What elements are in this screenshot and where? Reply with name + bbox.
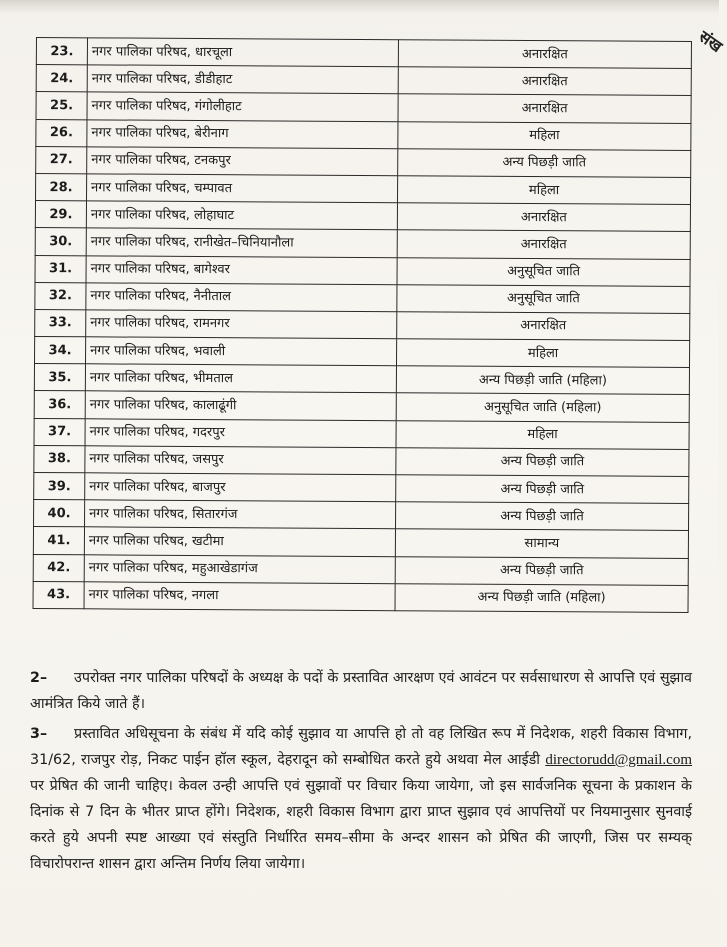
municipality-name: नगर पालिका परिषद, खटीमा bbox=[84, 527, 395, 556]
table-row bbox=[36, 65, 691, 96]
municipality-name: नगर पालिका परिषद, चम्पावत bbox=[86, 174, 397, 203]
municipality-name: नगर पालिका परिषद, महुआखेडागंज bbox=[84, 554, 395, 583]
table-row bbox=[35, 228, 690, 259]
paragraph-2-number: 2– bbox=[30, 670, 48, 686]
table-row bbox=[34, 500, 689, 531]
table-row bbox=[35, 255, 690, 286]
municipality-name: नगर पालिका परिषद, टनकपुर bbox=[87, 147, 398, 176]
row-number: 37. bbox=[34, 418, 85, 445]
row-number: 41. bbox=[33, 527, 84, 554]
table-row bbox=[33, 554, 688, 585]
reservation-category: अन्य पिछड़ी जाति bbox=[398, 148, 691, 177]
reservation-category: अनुसूचित जाति (महिला) bbox=[396, 393, 689, 422]
municipality-name: नगर पालिका परिषद, भीमताल bbox=[85, 364, 396, 393]
reservation-category: अनारक्षित bbox=[397, 203, 690, 232]
paragraph-3-number: 3– bbox=[30, 726, 48, 742]
row-number: 24. bbox=[36, 65, 87, 92]
table-row bbox=[35, 337, 690, 368]
reservation-category: अन्य पिछड़ी जाति (महिला) bbox=[395, 583, 688, 612]
municipality-name: नगर पालिका परिषद, रामनगर bbox=[86, 310, 397, 339]
municipality-name: नगर पालिका परिषद, भवाली bbox=[86, 337, 397, 366]
row-number: 40. bbox=[34, 500, 85, 527]
row-number: 33. bbox=[35, 309, 86, 336]
row-number: 29. bbox=[35, 201, 86, 228]
row-number: 31. bbox=[35, 255, 86, 282]
municipality-name: नगर पालिका परिषद, बेरीनाग bbox=[87, 119, 398, 148]
table-row bbox=[36, 38, 691, 69]
reservation-category: सामान्य bbox=[395, 529, 688, 558]
row-number: 28. bbox=[36, 173, 87, 200]
municipality-name: नगर पालिका परिषद, बागेश्वर bbox=[86, 255, 397, 284]
row-number: 23. bbox=[36, 38, 87, 65]
table-row bbox=[34, 364, 689, 395]
municipality-name: नगर पालिका परिषद, बाजपुर bbox=[85, 473, 396, 502]
table-row bbox=[34, 472, 689, 503]
reservation-category: महिला bbox=[398, 121, 691, 150]
municipality-name: नगर पालिका परिषद, कालाढूंगी bbox=[85, 391, 396, 420]
page-top-edge bbox=[0, 0, 719, 14]
paragraph-3-text-after: पर प्रेषित की जानी चाहिए। केवल उन्ही आपत्ति एवं सुझावों पर विचार किया जायेगा, जो इस सार्वजनिक सूचना के प्रकाशन के दिनांक से 7 दिन के भीतर प्राप्त होंगे। निदेशक, शहरी विकास विभाग द्वारा प्राप्त सुझाव एवं आपत्तियों पर नियमानुसार सुनवाई करते हुये अपनी स्पष्ट आख्या एवं संस्तुति निर्धारित समय–सीमा के अन्दर शासन को प्रेषित की जाएगी, जिस पर सम्यक् विचारोपरान्त शासन द्वारा अन्तिम निर्णय लिया जायेगा। bbox=[30, 778, 692, 872]
table-row bbox=[34, 391, 689, 422]
notice-paragraphs bbox=[30, 665, 692, 881]
table-row bbox=[35, 201, 690, 232]
paragraph-3 bbox=[30, 721, 692, 877]
row-number: 30. bbox=[35, 228, 86, 255]
municipality-name: नगर पालिका परिषद, गदरपुर bbox=[85, 418, 396, 447]
row-number: 25. bbox=[36, 92, 87, 119]
municipality-name: नगर पालिका परिषद, गंगोलीहाट bbox=[87, 92, 398, 121]
table-row bbox=[35, 309, 690, 340]
municipality-name: नगर पालिका परिषद, डीडीहाट bbox=[87, 65, 398, 94]
municipality-name: नगर पालिका परिषद, सितारगंज bbox=[85, 500, 396, 529]
table-row bbox=[33, 527, 688, 558]
municipality-name: नगर पालिका परिषद, जसपुर bbox=[85, 446, 396, 475]
table-row bbox=[34, 445, 689, 476]
reservation-category: अनुसूचित जाति bbox=[397, 284, 690, 313]
municipality-name: नगर पालिका परिषद, नगला bbox=[84, 582, 395, 611]
reservation-category: अनारक्षित bbox=[398, 67, 691, 96]
reservation-category: महिला bbox=[396, 339, 689, 368]
table-row bbox=[36, 173, 691, 204]
reservation-category: अन्य पिछड़ी जाति bbox=[396, 448, 689, 477]
row-number: 27. bbox=[36, 146, 87, 173]
email-link[interactable]: directorudd@gmail.com bbox=[545, 752, 693, 768]
reservation-category: अन्य पिछड़ी जाति bbox=[396, 502, 689, 531]
reservation-category: अन्य पिछड़ी जाति (महिला) bbox=[396, 366, 689, 395]
reservation-table-body bbox=[33, 38, 691, 613]
row-number: 36. bbox=[34, 391, 85, 418]
table-row bbox=[36, 92, 691, 123]
reservation-category: अनुसूचित जाति bbox=[397, 257, 690, 286]
municipality-name: नगर पालिका परिषद, धारचूला bbox=[87, 38, 398, 67]
row-number: 35. bbox=[34, 364, 85, 391]
municipality-name: नगर पालिका परिषद, नैनीताल bbox=[86, 282, 397, 311]
reservation-category: अन्य पिछड़ी जाति bbox=[396, 475, 689, 504]
reservation-category: महिला bbox=[397, 176, 690, 205]
row-number: 42. bbox=[33, 554, 84, 581]
table-row bbox=[36, 146, 691, 177]
table-row bbox=[33, 581, 688, 612]
reservation-category: महिला bbox=[396, 420, 689, 449]
row-number: 32. bbox=[35, 282, 86, 309]
table-row bbox=[35, 282, 690, 313]
reservation-category: अन्य पिछड़ी जाति bbox=[395, 556, 688, 585]
paragraph-2 bbox=[30, 665, 692, 717]
row-number: 34. bbox=[35, 337, 86, 364]
table-row bbox=[34, 418, 689, 449]
reservation-table bbox=[33, 37, 692, 613]
table-row bbox=[36, 119, 691, 150]
row-number: 26. bbox=[36, 119, 87, 146]
reservation-category: अनारक्षित bbox=[397, 312, 690, 341]
paragraph-2-text: उपरोक्त नगर पालिका परिषदों के अध्यक्ष के पदों के प्रस्तावित आरक्षण एवं आवंटन पर सर्वसाधारण से आपत्ति एवं सुझाव आमंत्रित किये जाते हैं। bbox=[30, 670, 692, 712]
reservation-category: अनारक्षित bbox=[398, 94, 691, 123]
municipality-name: नगर पालिका परिषद, रानीखेत–चिनियानौला bbox=[86, 228, 397, 257]
row-number: 38. bbox=[34, 445, 85, 472]
reservation-category: अनारक्षित bbox=[397, 230, 690, 259]
row-number: 39. bbox=[34, 472, 85, 499]
reservation-category: अनारक्षित bbox=[398, 40, 691, 69]
municipality-name: नगर पालिका परिषद, लोहाघाट bbox=[86, 201, 397, 230]
corner-mark: संख bbox=[695, 26, 727, 57]
paragraph-3-text-before: प्रस्तावित अधिसूचना के संबंध में यदि कोई सुझाव या आपत्ति हो तो वह लिखित रूप में निदेशक, शहरी विकास विभाग, 31/62, राजपुर रोड़, निकट पाईन हॉल स्कूल, देहरादून को सम्बोधित करते हुये अथवा मेल आईडी bbox=[30, 726, 692, 768]
row-number: 43. bbox=[33, 581, 84, 608]
